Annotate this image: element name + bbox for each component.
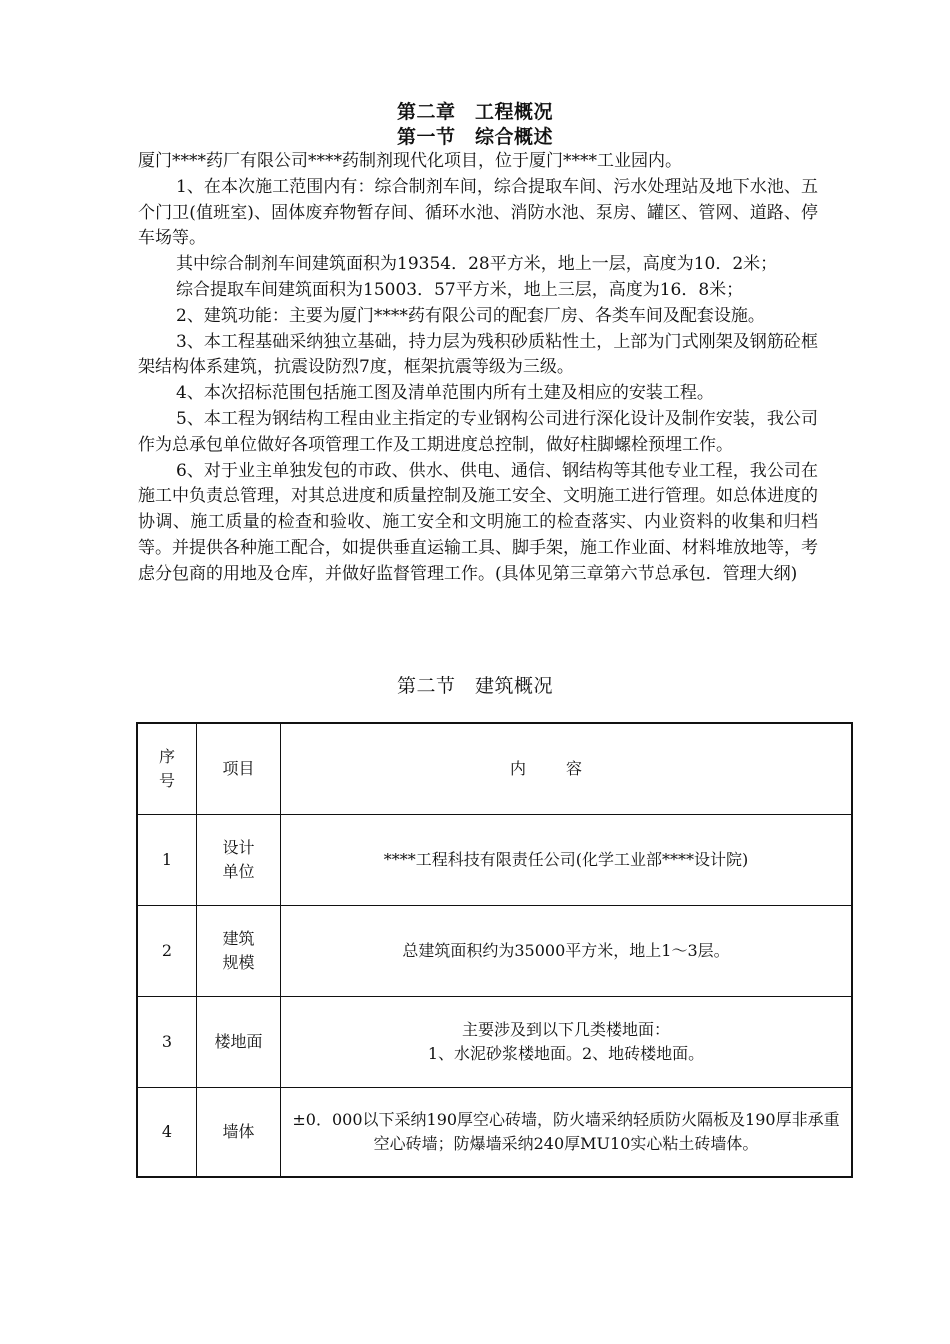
chapter-title: 第二章 工程概况 — [396, 101, 553, 123]
row-no: 4 — [137, 1087, 197, 1177]
table-row — [137, 1087, 852, 1177]
table-row — [137, 996, 852, 1087]
building-overview-table — [136, 722, 853, 1178]
row-content: ±0．000以下采纳190厚空心砖墙，防火墙采纳轻质防火隔板及190厚非承重空心砖墙；防爆墙采纳240厚MU10实心粘土砖墙体。 — [281, 1087, 853, 1177]
row-content-line: 主要涉及到以下几类楼地面： — [461, 1019, 670, 1039]
paragraph-workshop-area: 其中综合制剂车间建筑面积为19354．28平方米，地上一层，高度为10．2米； — [176, 254, 778, 275]
row-content-line: 1、水泥砂浆楼地面。2、地砖楼地面。 — [427, 1043, 705, 1063]
header-content: 内容 — [281, 723, 853, 814]
paragraph-intro: 厦门****药厂有限公司****药制剂现代化项目，位于厦门****工业园内。 — [138, 151, 682, 171]
row-item: 楼地面 — [197, 996, 281, 1087]
table-row — [137, 905, 852, 996]
header-no: 序号 — [137, 723, 197, 814]
table-header-row — [137, 723, 852, 814]
paragraph-steel-structure: 5、本工程为钢结构工程由业主指定的专业钢构公司进行深化设计及制作安装，我公司作为总承包单位做好各项管理工作及工期进度总控制，做好柱脚螺栓预埋工作。 — [138, 408, 818, 455]
paragraph-function: 2、建筑功能：主要为厦门****药有限公司的配套厂房、各类车间及配套设施。 — [176, 305, 765, 326]
row-no: 3 — [137, 996, 197, 1087]
table-row — [137, 814, 852, 905]
paragraph-foundation: 3、本工程基础采纳独立基础，持力层为残积砂质粘性土，上部为门式刚架及钢筋砼框架结构体系建筑，抗震设防烈7度，框架抗震等级为三级。 — [138, 331, 818, 378]
paragraph-management: 6、对于业主单独发包的市政、供水、供电、通信、钢结构等其他专业工程，我公司在施工中负责总管理，对其总进度和质量控制及施工安全、文明施工进行管理。如总体进度的协调、施工质量的检查和验收、施工安全和文明施工的检查落实、内业资料的收集和归档等。并提供各种施工配合，如提供垂直运输工具、脚手架，施工作业面、材料堆放地等，考虑分包商的用地及仓库，并做好监督管理工作。(具体见第三章第六节总承包．管理大纲) — [138, 460, 818, 584]
paragraph-bid-scope: 4、本次招标范围包括施工图及清单范围内所有土建及相应的安装工程。 — [176, 383, 714, 404]
row-content: ****工程科技有限责任公司(化学工业部****设计院) — [281, 814, 853, 905]
row-content: 总建筑面积约为35000平方米，地上1～3层。 — [281, 905, 853, 996]
row-no: 2 — [137, 905, 197, 996]
row-item: 建筑规模 — [197, 905, 281, 996]
paragraph-extraction-area: 综合提取车间建筑面积为15003．57平方米，地上三层，高度为16．8米； — [176, 279, 744, 300]
row-no: 1 — [137, 814, 197, 905]
row-content — [281, 996, 853, 1087]
paragraph-scope: 1、在本次施工范围内有：综合制剂车间，综合提取车间、污水处理站及地下水池、五个门卫(值班室)、固体废弃物暂存间、循环水池、消防水池、泵房、罐区、管网、道路、停车场等。 — [138, 176, 818, 249]
overview-body — [138, 149, 818, 588]
row-item: 墙体 — [197, 1087, 281, 1177]
row-item: 设计单位 — [197, 814, 281, 905]
section-title-overview: 第一节 综合概述 — [396, 126, 553, 148]
section-title-building: 第二节 建筑概况 — [396, 675, 553, 697]
header-item: 项目 — [197, 723, 281, 814]
